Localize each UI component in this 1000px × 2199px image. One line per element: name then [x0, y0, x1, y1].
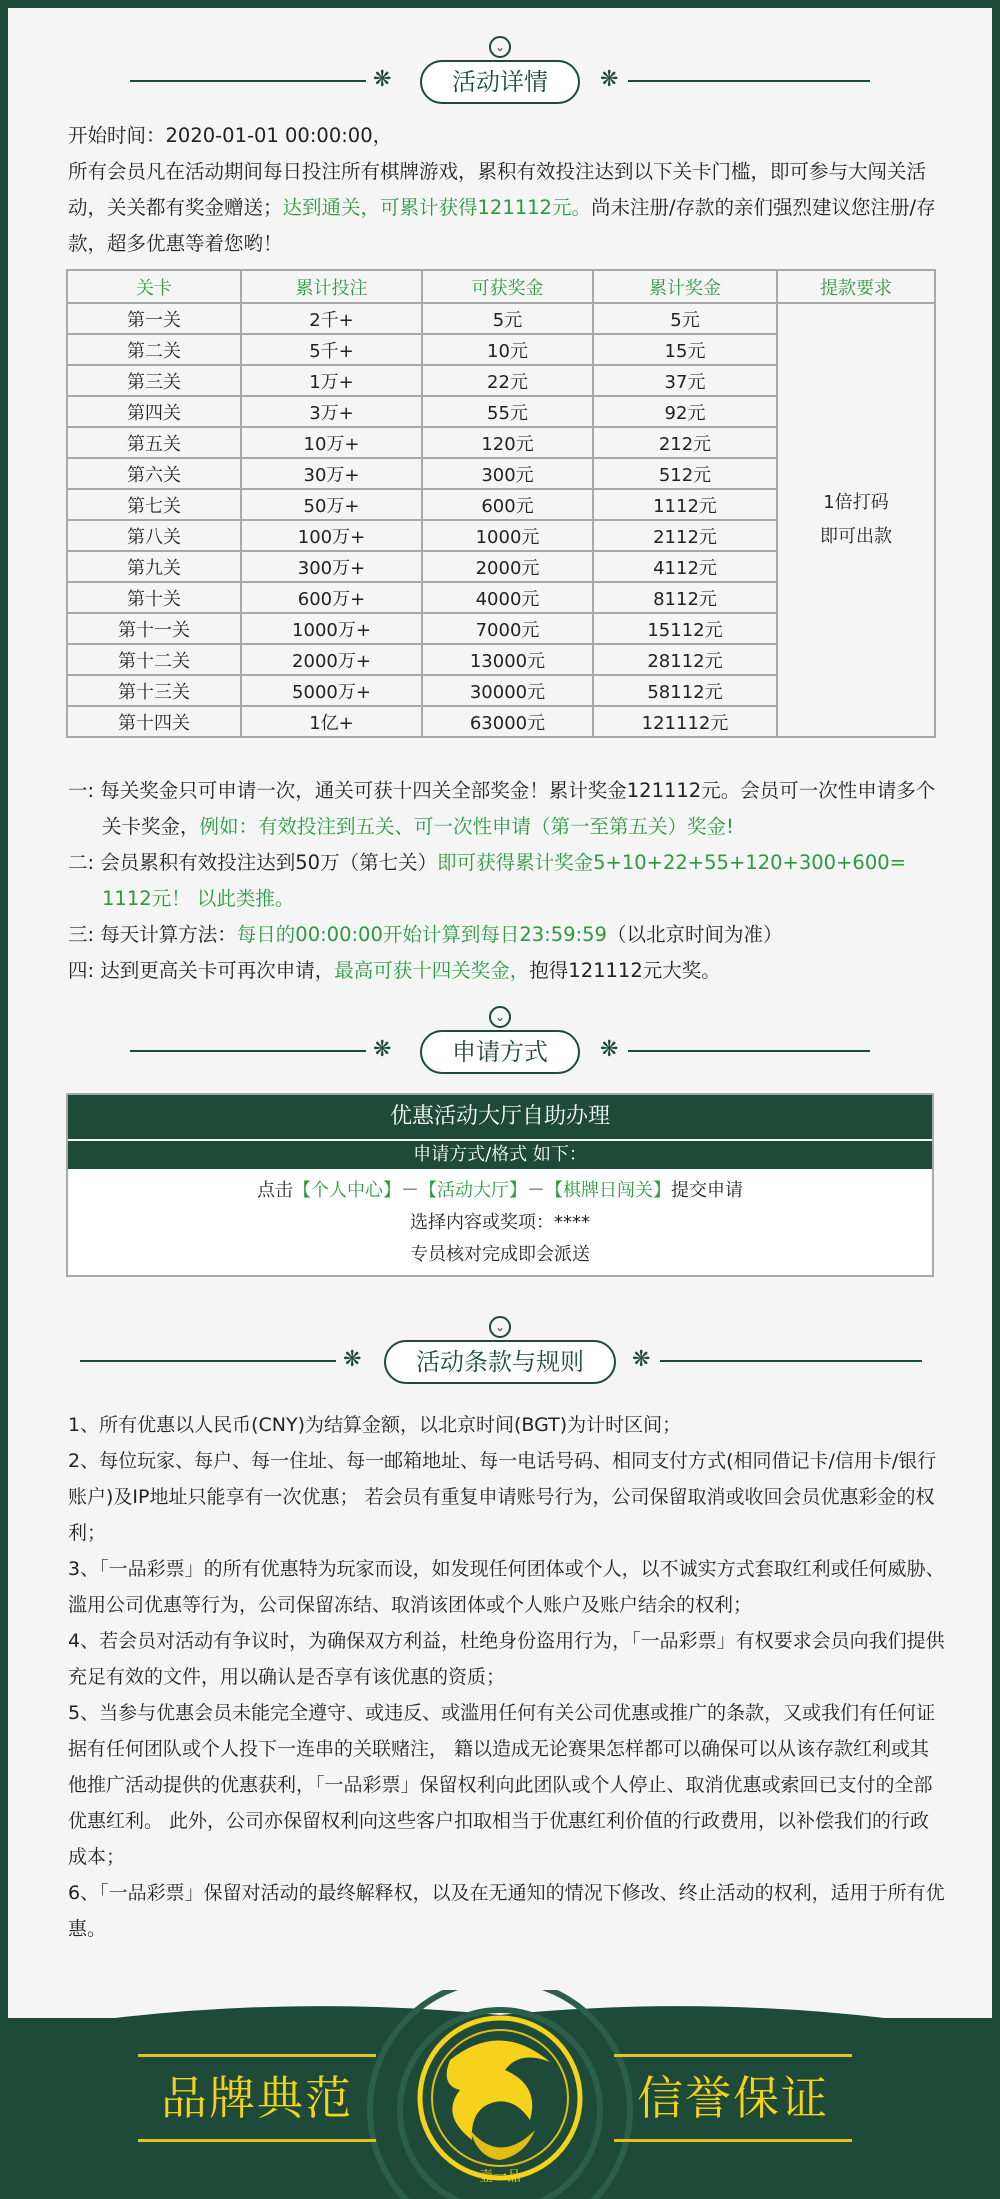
rules-list — [68, 1407, 948, 1947]
cell-level: 第十四关 — [67, 706, 241, 737]
apply-click-suffix: 提交申请 — [671, 1180, 743, 1201]
cell-level: 第九关 — [67, 551, 241, 582]
cell-cumulative-bet: 3万+ — [241, 396, 422, 427]
cell-level: 第六关 — [67, 458, 241, 489]
chevron-down-icon: ⌄ — [489, 1316, 511, 1338]
header-bonus: 可获奖金 — [422, 270, 593, 303]
cell-level: 第五关 — [67, 427, 241, 458]
slogan-right: 信誉保证 — [624, 2064, 842, 2132]
cell-cumulative-bonus: 15112元 — [593, 613, 777, 644]
rule-item: 1、所有优惠以人民币(CNY)为结算金额，以北京时间(BGT)为计时区间； — [68, 1414, 682, 1436]
note-1 — [68, 773, 948, 845]
rule-item: 3、「一品彩票」的所有优惠特为玩家而设，如发现任何团体或个人，以不诚实方式套取红利或任何威胁、滥用公司优惠等行为，公司保留冻结、取消该团体或个人账户及账户结余的权利； — [68, 1558, 945, 1616]
section-title-apply: 申请方式 — [420, 1030, 580, 1074]
rule-item: 5、当参与优惠会员未能完全遵守、或违反、或滥用任何有关公司优惠或推广的条款，又或我们有任何证据有任何团队或个人投下一连串的关联赌注， 籍以造成无论赛果怎样都可以确保可以从该存款红利或其他推广活动提供的优惠获利，「一品彩票」保留权利向此团队或个人停止、取消优惠或索回已支付的全部优惠红利。 此外，公司亦保留权利向这些客户扣取相当于优惠红利价值的行政费用，以补偿我们的行政成本； — [68, 1702, 936, 1868]
cell-bonus: 600元 — [422, 489, 593, 520]
divider-line-right — [660, 1360, 922, 1362]
cell-cumulative-bet: 50万+ — [241, 489, 422, 520]
cell-bonus: 4000元 — [422, 582, 593, 613]
section-header-apply — [0, 1006, 1000, 1086]
apply-separator: － — [527, 1180, 545, 1201]
cell-level: 第四关 — [67, 396, 241, 427]
cell-cumulative-bet: 100万+ — [241, 520, 422, 551]
intro-body-a: 所有会员凡在活动期间每日投注所有棋牌游戏，累积有效投注达到以下关卡门槛，即可参与大闯关活动，关关都有奖金赠送； — [68, 160, 927, 219]
cell-cumulative-bet: 1万+ — [241, 365, 422, 396]
cell-cumulative-bonus: 4112元 — [593, 551, 777, 582]
divider-line-right — [628, 80, 870, 82]
header-level: 关卡 — [67, 270, 241, 303]
apply-dispatch-line: 专员核对完成即会派送 — [410, 1244, 590, 1265]
cell-level: 第一关 — [67, 303, 241, 334]
apply-title: 优惠活动大厅自助办理 — [68, 1095, 932, 1139]
cell-level: 第十一关 — [67, 613, 241, 644]
notes — [68, 773, 948, 989]
cell-level: 第七关 — [67, 489, 241, 520]
divider-line-left — [130, 80, 366, 82]
header-cumulative-bonus: 累计奖金 — [593, 270, 777, 303]
cell-bonus: 55元 — [422, 396, 593, 427]
cell-bonus: 30000元 — [422, 675, 593, 706]
rule-item: 2、每位玩家、每户、每一住址、每一邮箱地址、每一电话号码、相同支付方式(相同借记卡/信用卡/银行账户)及IP地址只能享有一次优惠； 若会员有重复申请账号行为，公司保留取消或收回会员优惠彩金的权利； — [68, 1450, 937, 1544]
cell-cumulative-bonus: 8112元 — [593, 582, 777, 613]
divider-line-left — [80, 1360, 336, 1362]
dragon-logo-icon — [420, 2018, 580, 2178]
table-header-row — [67, 270, 935, 303]
cell-bonus: 10元 — [422, 334, 593, 365]
cell-cumulative-bet: 1亿+ — [241, 706, 422, 737]
cell-bonus: 120元 — [422, 427, 593, 458]
ornament-left-icon: ❋ — [373, 67, 392, 92]
intro-body-b: 尚未注册/存款的亲们强烈建议您注册/存款，超多优惠等着您哟！ — [68, 196, 936, 255]
cell-bonus: 63000元 — [422, 706, 593, 737]
cell-level: 第二关 — [67, 334, 241, 365]
cell-cumulative-bet: 2千+ — [241, 303, 422, 334]
intro-start-time: 开始时间：2020-01-01 00:00:00， — [68, 124, 393, 147]
intro-text — [68, 118, 948, 262]
cell-bonus: 2000元 — [422, 551, 593, 582]
note-1-text: 一: 每关奖金只可申请一次，通关可获十四关全部奖金！累计奖金121112元。会员可一次性申请多个关卡奖金， — [68, 779, 936, 838]
rule-item: 4、若会员对活动有争议时，为确保双方利益，杜绝身份盗用行为，「一品彩票」有权要求会员向我们提供充足有效的文件，用以确认是否享有该优惠的资质； — [68, 1630, 945, 1688]
apply-box — [66, 1093, 934, 1277]
cell-level: 第十二关 — [67, 644, 241, 675]
cell-cumulative-bet: 1000万+ — [241, 613, 422, 644]
requirement-line-2: 即可出款 — [820, 526, 892, 547]
apply-select-line: 选择内容或奖项：**** — [410, 1212, 590, 1233]
note-4-suffix: 抱得121112元大奖。 — [529, 959, 721, 982]
apply-click-line — [68, 1175, 932, 1207]
cell-bonus: 7000元 — [422, 613, 593, 644]
cell-cumulative-bet: 300万+ — [241, 551, 422, 582]
cell-cumulative-bonus: 121112元 — [593, 706, 777, 737]
note-4 — [68, 953, 948, 989]
header-withdraw-requirement: 提款要求 — [777, 270, 935, 303]
cell-cumulative-bet: 600万+ — [241, 582, 422, 613]
divider-line-right — [628, 1050, 870, 1052]
rule-item: 6、「一品彩票」保留对活动的最终解释权，以及在无通知的情况下修改、终止活动的权利，适用于所有优惠。 — [68, 1882, 945, 1940]
cell-cumulative-bonus: 58112元 — [593, 675, 777, 706]
cell-level: 第三关 — [67, 365, 241, 396]
section-header-rules — [0, 1316, 1000, 1396]
section-title-rules: 活动条款与规则 — [384, 1340, 616, 1384]
cell-cumulative-bonus: 2112元 — [593, 520, 777, 551]
chevron-down-icon: ⌄ — [489, 1006, 511, 1028]
section-header-details — [0, 36, 1000, 116]
logo-caption: 壹一品 — [479, 2169, 521, 2185]
intro-body — [68, 154, 948, 262]
cell-cumulative-bet: 30万+ — [241, 458, 422, 489]
cell-cumulative-bonus: 15元 — [593, 334, 777, 365]
cell-cumulative-bonus: 1112元 — [593, 489, 777, 520]
cell-cumulative-bet: 5000万+ — [241, 675, 422, 706]
cell-cumulative-bonus: 212元 — [593, 427, 777, 458]
ornament-left-icon: ❋ — [373, 1037, 392, 1062]
link-personal-center[interactable]: 【个人中心】 — [293, 1180, 401, 1201]
note-2 — [68, 845, 948, 917]
note-2-highlight: 即可获得累计奖金5+10+22+55+120+300+600= 1112元！ 以此类推。 — [102, 851, 906, 910]
header-cumulative-bet: 累计投注 — [241, 270, 422, 303]
note-4-highlight: 最高可获十四关奖金， — [334, 959, 530, 982]
cell-bonus: 22元 — [422, 365, 593, 396]
section-title-details: 活动详情 — [420, 60, 580, 104]
note-3-highlight: 每日的00:00:00开始计算到每日23:59:59 — [236, 923, 607, 946]
note-3-suffix: （以北京时间为准） — [606, 923, 783, 946]
intro-body-highlight: 达到通关，可累计获得121112元。 — [282, 196, 591, 219]
note-4-text: 四: 达到更高关卡可再次申请， — [68, 959, 335, 982]
cell-bonus: 13000元 — [422, 644, 593, 675]
cell-cumulative-bet: 2000万+ — [241, 644, 422, 675]
note-3-text: 三: 每天计算方法： — [68, 923, 237, 946]
cell-cumulative-bonus: 5元 — [593, 303, 777, 334]
apply-separator: － — [401, 1180, 419, 1201]
cell-level: 第八关 — [67, 520, 241, 551]
levels-table — [66, 269, 936, 738]
cell-level: 第十关 — [67, 582, 241, 613]
cell-bonus: 5元 — [422, 303, 593, 334]
cell-level: 第十三关 — [67, 675, 241, 706]
ornament-right-icon: ❋ — [600, 67, 619, 92]
requirement-line-1: 1倍打码 — [823, 492, 889, 513]
cell-cumulative-bonus: 92元 — [593, 396, 777, 427]
apply-click-prefix: 点击 — [257, 1180, 293, 1201]
link-chess-daily-challenge[interactable]: 【棋牌日闯关】 — [545, 1180, 671, 1201]
cell-withdraw-requirement — [777, 303, 935, 737]
chevron-down-icon: ⌄ — [489, 36, 511, 58]
divider-line-left — [130, 1050, 366, 1052]
cell-cumulative-bonus: 512元 — [593, 458, 777, 489]
cell-cumulative-bet: 5千+ — [241, 334, 422, 365]
cell-cumulative-bet: 10万+ — [241, 427, 422, 458]
ornament-right-icon: ❋ — [600, 1037, 619, 1062]
note-1-highlight: 例如：有效投注到五关、可一次性申请（第一至第五关）奖金! — [199, 815, 734, 838]
cell-bonus: 300元 — [422, 458, 593, 489]
cell-cumulative-bonus: 28112元 — [593, 644, 777, 675]
note-3 — [68, 917, 948, 953]
ornament-right-icon: ❋ — [632, 1347, 651, 1372]
cell-cumulative-bonus: 37元 — [593, 365, 777, 396]
apply-steps — [68, 1169, 932, 1275]
link-activity-hall[interactable]: 【活动大厅】 — [419, 1180, 527, 1201]
table-row — [67, 303, 935, 334]
note-2-text: 二: 会员累积有效投注达到50万（第七关） — [68, 851, 438, 874]
slogan-left: 品牌典范 — [148, 2064, 366, 2132]
cell-bonus: 1000元 — [422, 520, 593, 551]
apply-subtitle: 申请方式/格式 如下： — [68, 1141, 932, 1169]
ornament-left-icon: ❋ — [343, 1347, 362, 1372]
